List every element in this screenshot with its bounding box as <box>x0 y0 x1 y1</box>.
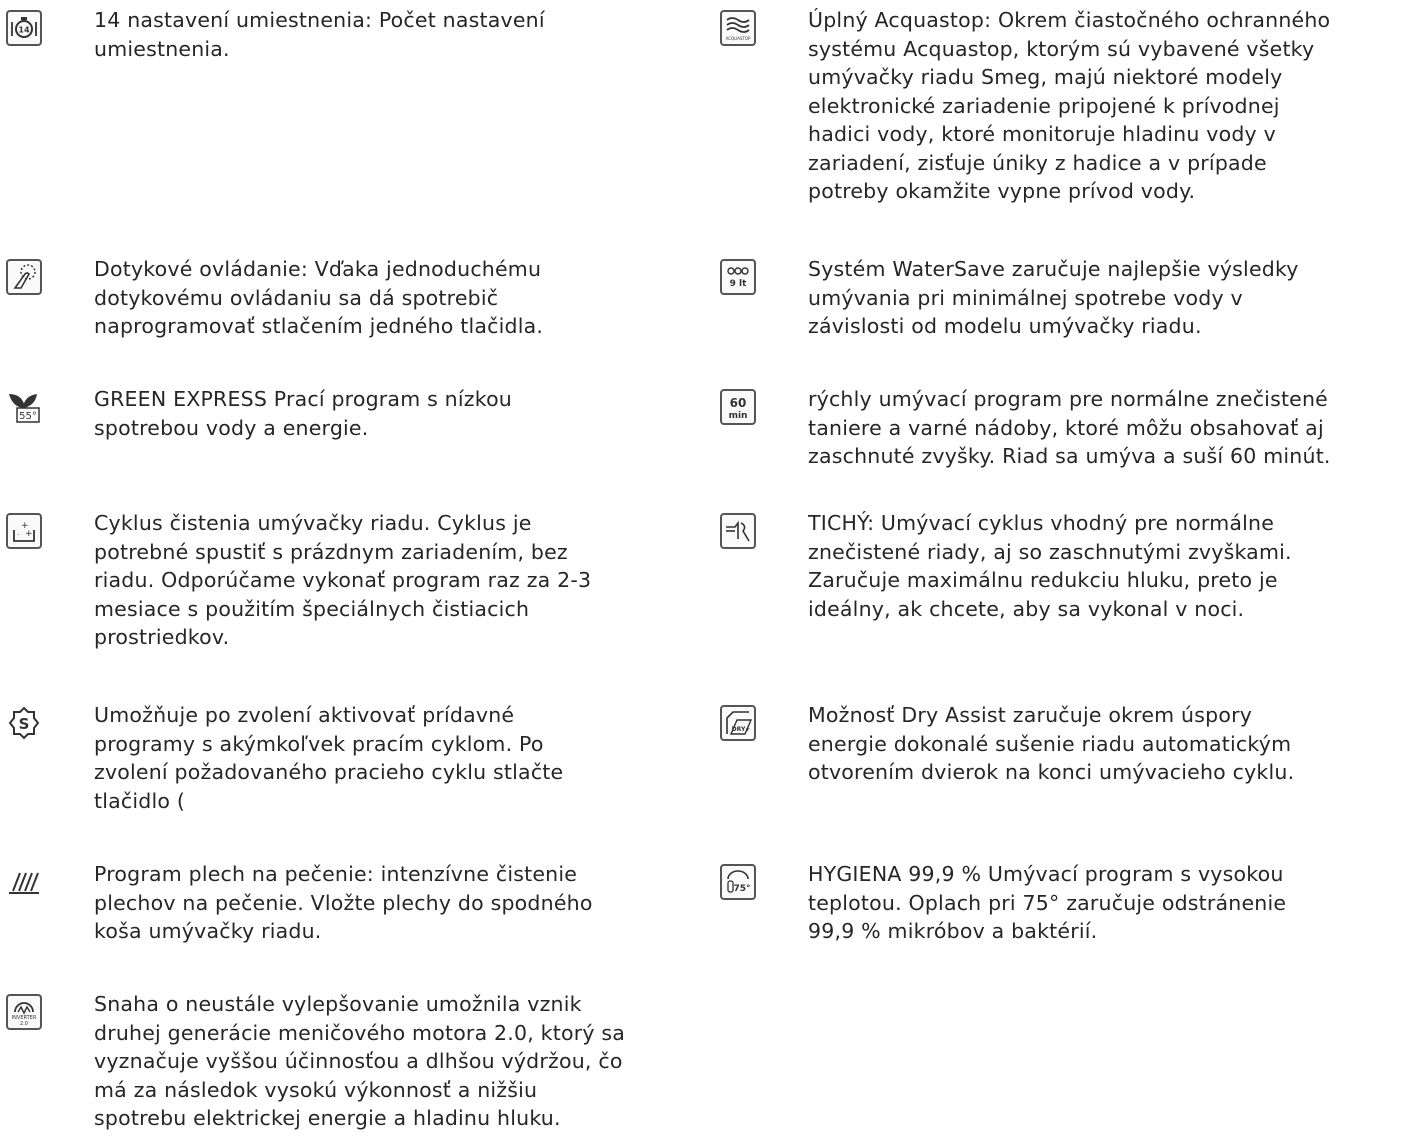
feature-description: Systém WaterSave zaručuje najlepšie výsledky umývania pri minimálnej spotrebe vody v závislosti od modelu umývačky riadu. <box>808 257 1299 338</box>
baking-tray-icon <box>6 864 42 900</box>
fast-60-label: 60 <box>729 396 747 410</box>
feature-machine-care <box>6 509 684 652</box>
feature-description: HYGIENA 99,9 % Umývací program s vysokou teplotou. Oplach pri 75° zaručuje odstránenie 99,9 % mikróbov a baktérií. <box>808 862 1287 943</box>
feature-description: GREEN EXPRESS Prací program s nízkou spotrebou vody a energie. <box>94 387 513 440</box>
hygiene-75-icon <box>720 864 756 900</box>
feature-description: rýchly umývací program pre normálne znečistené taniere a varné nádoby, ktoré môžu obsahovať aj zaschnuté zvyšky. Riad sa umýva a suší 60 minút. <box>808 387 1331 468</box>
feature-description: Program plech na pečenie: intenzívne čistenie plechov na pečenie. Vložte plechy do spodného koša umývačky riadu. <box>94 862 593 943</box>
feature-dry-assist <box>720 701 1405 787</box>
place-settings-14-icon <box>6 10 42 46</box>
feature-description: Cyklus čistenia umývačky riadu. Cyklus je potrebné spustiť s prázdnym zariadením, bez riadu. Odporúčame vykonať program raz za 2-3 mesiace s použitím špeciálnych čistiacich prostriedkov. <box>94 511 592 649</box>
feature-watersave <box>720 255 1405 341</box>
feature-place-settings <box>6 6 684 63</box>
hygiene-label: 75° <box>733 884 751 894</box>
feature-fast-60 <box>720 385 1405 471</box>
watersave-label: 9 lt <box>729 279 747 289</box>
feature-description: Snaha o neustále vylepšovanie umožnila vznik druhej generácie meničového motora 2.0, ktorý sa vyznačuje vyššou účinnosťou a dlhšou výdržou, čo má za následok vysokú výkonnosť a nižšiu spotrebu elektrickej energie a hladinu hluku. <box>94 992 626 1130</box>
svg-text:·: · <box>17 531 20 539</box>
dry-assist-icon <box>720 705 756 741</box>
svg-text:S: S <box>18 715 30 733</box>
acquastop-icon <box>720 10 756 46</box>
touch-control-icon <box>6 259 42 295</box>
svg-text:55°: 55° <box>19 411 37 422</box>
acquastop-label: ACQUASTOP <box>725 36 751 41</box>
feature-green-express <box>6 385 684 442</box>
svg-text:+: + <box>25 529 33 539</box>
inverter-motor-icon <box>6 994 42 1030</box>
svg-text:14: 14 <box>18 25 30 35</box>
feature-description: TICHÝ: Umývací cyklus vhodný pre normálne znečistené riady, aj so zaschnutými zvyškami. Zaručuje maximálnu redukciu hluku, preto je ideálny, ak chcete, aby sa vykonal v noci. <box>808 511 1292 621</box>
special-programs-s-icon <box>6 705 42 741</box>
svg-text:+: + <box>21 521 29 531</box>
green-express-55-icon <box>6 389 42 425</box>
fast-60-sublabel: min <box>728 411 748 421</box>
feature-description: Umožňuje po zvolení aktivovať prídavné programy s akýmkoľvek pracím cyklom. Po zvolení požadovaného pracieho cyklu stlačte tlačidlo ( <box>94 703 564 813</box>
feature-description: Dotykové ovládanie: Vďaka jednoduchému dotykovému ovládaniu sa dá spotrebič naprogramovať stlačením jedného tlačidla. <box>94 257 544 338</box>
watersave-icon <box>720 259 756 295</box>
silent-program-icon <box>720 513 756 549</box>
feature-silent <box>720 509 1405 623</box>
feature-baking-tray <box>6 860 684 946</box>
machine-care-icon <box>6 513 42 549</box>
inverter-sublabel: 2.0 <box>20 1021 28 1027</box>
feature-description: Možnosť Dry Assist zaručuje okrem úspory energie dokonalé sušenie riadu automatickým otvorením dvierok na konci umývacieho cyklu. <box>808 703 1295 784</box>
feature-inverter-motor <box>6 990 684 1133</box>
feature-description: 14 nastavení umiestnenia: Počet nastavení umiestnenia. <box>94 8 545 61</box>
inverter-label: INVERTER <box>11 1015 37 1021</box>
feature-acquastop <box>720 6 1405 206</box>
dry-assist-label: DRY+ <box>731 726 751 733</box>
fast-60-min-icon <box>720 389 756 425</box>
feature-hygiene <box>720 860 1405 946</box>
feature-touch-control <box>6 255 684 341</box>
feature-description: Úplný Acquastop: Okrem čiastočného ochranného systému Acquastop, ktorým sú vybavené všetky umývačky riadu Smeg, majú niektoré modely elektronické zariadenie pripojené k prívodnej hadici vody, ktoré monitoruje hladinu vody v zariadení, zisťuje úniky z hadice a v prípade potreby okamžite vypne prívod vody. <box>808 8 1331 203</box>
feature-special-programs <box>6 701 684 815</box>
